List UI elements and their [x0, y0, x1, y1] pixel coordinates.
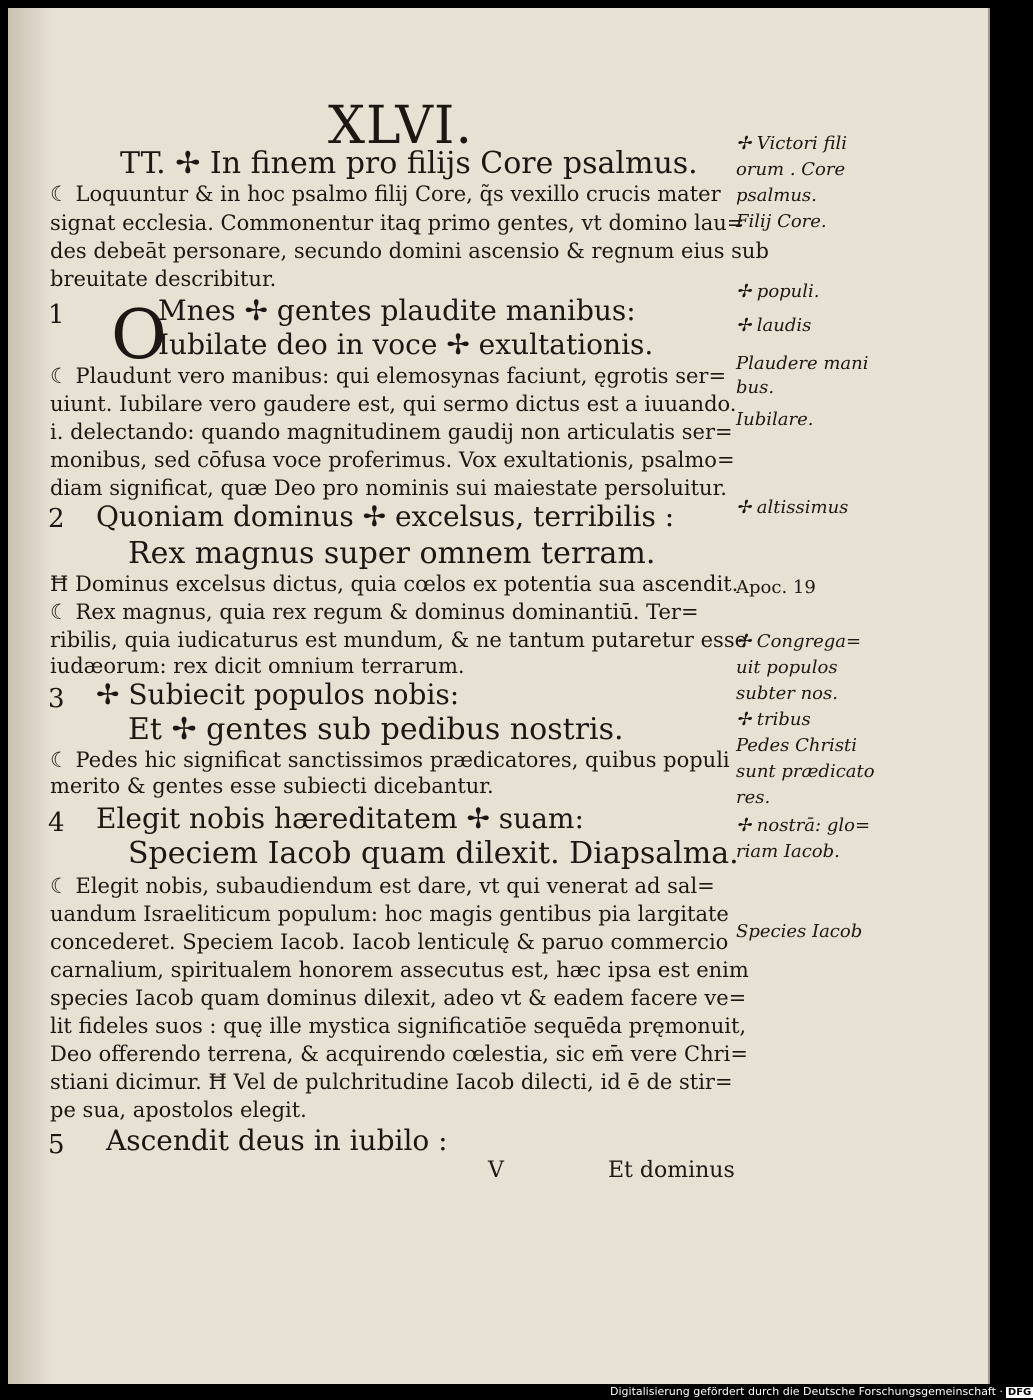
- commentary-line: diam significat, quæ Deo pro nominis sui maiestate persoluitur.: [50, 476, 727, 500]
- footer-text: Digitalisierung gefördert durch die Deutsche Forschungsgemeinschaft ·: [610, 1385, 1003, 1398]
- margin-note: ✢ altissimus: [736, 497, 849, 518]
- verse-line: ✢ Subiecit populos nobis:: [96, 678, 460, 711]
- margin-note: Pedes Christi: [736, 735, 858, 756]
- verse-line: Et ✢ gentes sub pedibus nostris.: [128, 712, 624, 747]
- margin-note: ✢ tribus: [736, 709, 811, 730]
- verse-line: Rex magnus super omnem terram.: [128, 536, 656, 571]
- commentary-line: species Iacob quam dominus dilexit, adeo vt & eadem facere ve=: [50, 986, 747, 1010]
- verse-line: Mnes ✢ gentes plaudite manibus:: [158, 294, 636, 327]
- verse-line: Iubilate deo in voce ✢ exultationis.: [158, 328, 654, 361]
- verse-number: 3: [48, 684, 65, 714]
- commentary-line: stiani dicimur. Ħ Vel de pulchritudine Iacob dilecti, id ē de stir=: [50, 1070, 733, 1094]
- verse-number: 1: [48, 300, 65, 330]
- margin-note: ✢ populi.: [736, 281, 820, 302]
- verse-line: Ascendit deus in iubilo :: [106, 1124, 448, 1157]
- commentary-line: uandum Israeliticum populum: hoc magis gentibus pia largitate: [50, 902, 729, 926]
- commentary-line: i. delectando: quando magnitudinem gaudij non articulatis ser=: [50, 420, 733, 444]
- dfg-logo: DFG: [1007, 1387, 1032, 1398]
- verse-line: Elegit nobis hæreditatem ✢ suam:: [96, 802, 584, 835]
- margin-note: Species Iacob: [736, 921, 863, 942]
- margin-note: sunt prædicato: [736, 761, 875, 782]
- catchword: Et dominus: [608, 1158, 735, 1183]
- commentary-line: lit fideles suos : quę ille mystica significatiōe sequēda pręmonuit,: [50, 1014, 747, 1038]
- commentary-line: Deo offerendo terrena, & acquirendo cœlestia, sic em̄ vere Chri=: [50, 1042, 748, 1066]
- commentary-line: merito & gentes esse subiecti dicebantur.: [50, 774, 494, 798]
- margin-note: ✢ Victori fili: [736, 133, 847, 154]
- verse-number: 4: [48, 808, 65, 838]
- commentary-line: ☾ Elegit nobis, subaudiendum est dare, vt qui venerat ad sal=: [50, 874, 715, 898]
- margin-note: ✢ nostrā: glo=: [736, 815, 871, 836]
- commentary-line: ribilis, quia iudicaturus est mundum, & ne tantum putaretur esse: [50, 628, 748, 652]
- margin-note: bus.: [736, 377, 775, 398]
- page-spine-shadow: [8, 8, 52, 1384]
- verse-line: Speciem Iacob quam dilexit. Diapsalma.: [128, 836, 739, 871]
- commentary-line: carnalium, spiritualem honorem assecutus est, hæc ipsa est enim: [50, 958, 749, 982]
- verse-number: 5: [48, 1130, 65, 1160]
- commentary-line: breuitate describitur.: [50, 267, 277, 291]
- margin-note: res.: [736, 787, 771, 808]
- margin-note: ✢ laudis: [736, 315, 812, 336]
- commentary-line: concederet. Speciem Iacob. Iacob lenticulę & paruo commercio: [50, 930, 729, 954]
- book-page: [8, 8, 990, 1384]
- chapter-title: XLVI.: [328, 96, 474, 156]
- commentary-line: iudæorum: rex dicit omnium terrarum.: [50, 654, 465, 678]
- commentary-line: des debeāt personare, secundo domini ascensio & regnum eius sub: [50, 239, 769, 263]
- digitization-footer: [610, 1385, 1033, 1398]
- commentary-line: ☾ Rex magnus, quia rex regum & dominus dominantiū. Ter=: [50, 600, 699, 624]
- signature-mark: V: [488, 1158, 504, 1183]
- margin-note: Plaudere mani: [736, 353, 869, 374]
- margin-note: orum . Core: [736, 159, 846, 180]
- margin-note: Apoc. 19: [736, 577, 816, 598]
- commentary-line: pe sua, apostolos elegit.: [50, 1098, 307, 1122]
- drop-cap: O: [111, 296, 167, 375]
- margin-note: Filij Core.: [736, 211, 827, 232]
- psalm-heading: TT. ✢ In finem pro filijs Core psalmus.: [120, 146, 698, 181]
- margin-note: riam Iacob.: [736, 841, 840, 862]
- margin-note: ✢ Congrega=: [736, 631, 862, 652]
- commentary-line: Ħ Dominus excelsus dictus, quia cœlos ex potentia sua ascendit.: [50, 572, 739, 596]
- commentary-line: ☾ Plaudunt vero manibus: qui elemosynas faciunt, ęgrotis ser=: [50, 364, 727, 388]
- commentary-line: ☾ Loquuntur & in hoc psalmo filij Core, q̃s vexillo crucis mater: [50, 182, 721, 206]
- commentary-line: signat ecclesia. Commonentur itaq̧ primo gentes, vt domino lau=: [50, 211, 745, 235]
- commentary-line: monibus, sed cōfusa voce proferimus. Vox exultationis, psalmo=: [50, 448, 735, 472]
- margin-note: uit populos: [736, 657, 838, 678]
- margin-note: subter nos.: [736, 683, 838, 704]
- margin-note: Iubilare.: [736, 409, 814, 430]
- verse-number: 2: [48, 504, 65, 534]
- commentary-line: uiunt. Iubilare vero gaudere est, qui sermo dictus est a iuuando.: [50, 392, 737, 416]
- commentary-line: ☾ Pedes hic significat sanctissimos prædicatores, quibus populi: [50, 748, 730, 772]
- margin-note: psalmus.: [736, 185, 817, 206]
- verse-line: Quoniam dominus ✢ excelsus, terribilis :: [96, 500, 675, 533]
